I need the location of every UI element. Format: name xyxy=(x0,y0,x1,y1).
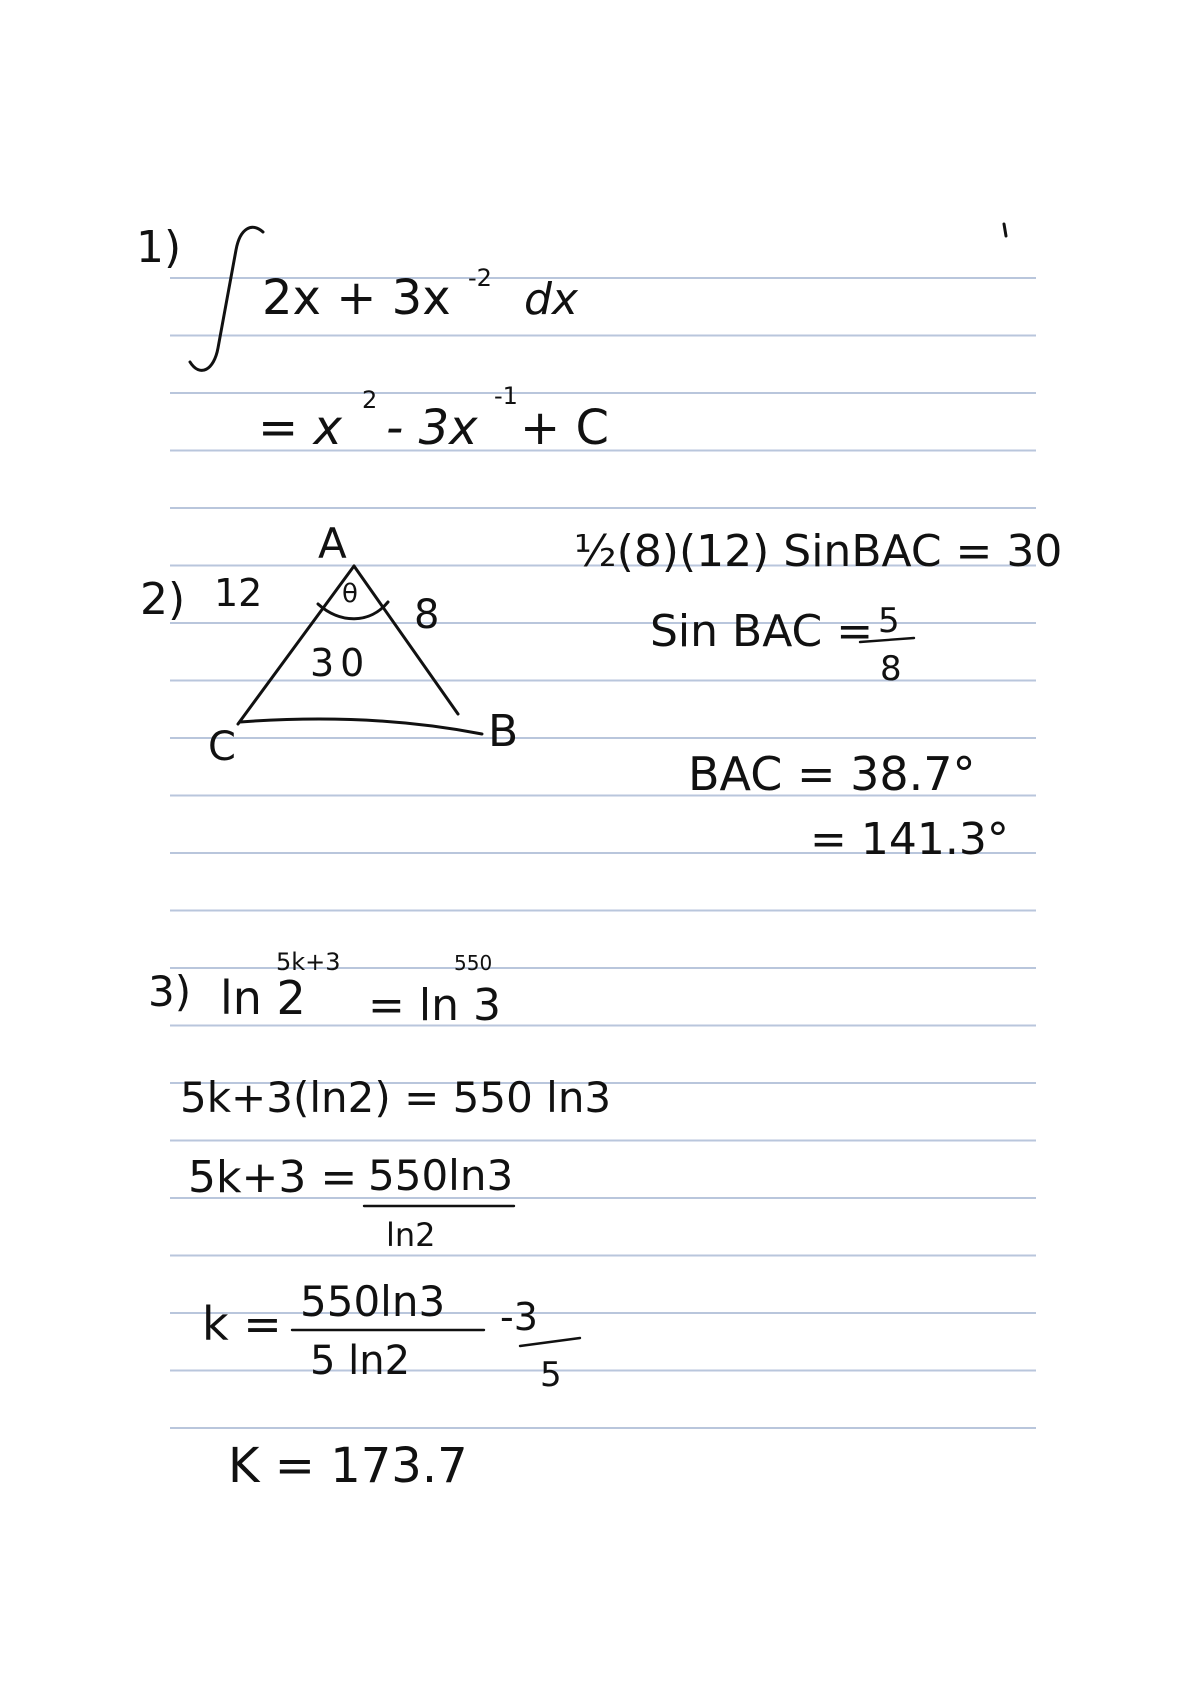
triangle-side-ab xyxy=(354,566,458,714)
problem-3-line2: 5k+3(ln2) = 550 ln3 xyxy=(180,1073,612,1122)
vertex-a-label: A xyxy=(318,519,347,568)
problem-1-result-lhs: = x xyxy=(258,400,342,456)
vertex-b-label: B xyxy=(488,706,519,757)
problem-3-line5: K = 173.7 xyxy=(228,1438,468,1494)
problem-3-line1-lhs: ln 2 xyxy=(220,971,306,1025)
problem-1-result-mid: - 3x xyxy=(386,400,478,456)
problem-3-line4-denominator: 5 ln2 xyxy=(310,1338,411,1384)
angle-theta-label: θ xyxy=(342,579,358,609)
problem-2-eq1: ½(8)(12) SinBAC = 30 xyxy=(574,526,1063,577)
problem-2 xyxy=(140,519,1062,865)
problem-2-eq2-numerator: 5 xyxy=(878,601,900,641)
side-ab-label: 8 xyxy=(414,592,440,638)
problem-2-eq2-denominator: 8 xyxy=(880,649,902,689)
area-label: 30 xyxy=(310,641,371,685)
problem-3 xyxy=(148,948,611,1494)
stray-mark xyxy=(1004,224,1006,236)
problem-3-line4-lhs: k = xyxy=(202,1297,282,1351)
integral-sign-icon xyxy=(190,227,263,370)
problem-2-eq3: BAC = 38.7° xyxy=(688,747,976,801)
problem-1-number: 1) xyxy=(136,222,182,273)
problem-3-line3-numerator: 550ln3 xyxy=(368,1151,514,1200)
side-ac-label: 12 xyxy=(214,571,263,615)
problem-3-line1-lhs-exponent: 5k+3 xyxy=(276,948,341,976)
problem-2-eq2-lhs: Sin BAC = xyxy=(650,606,874,657)
problem-3-line4-tail-numerator: -3 xyxy=(500,1295,538,1339)
problem-3-line3-lhs: 5k+3 = xyxy=(188,1152,358,1203)
problem-3-line4-numerator: 550ln3 xyxy=(300,1277,446,1326)
problem-1 xyxy=(136,222,609,456)
problem-1-integrand: 2x + 3x xyxy=(262,270,451,326)
problem-2-number: 2) xyxy=(140,574,186,625)
problem-3-line1-rhs: = ln 3 xyxy=(368,980,501,1031)
problem-3-number: 3) xyxy=(148,967,192,1016)
problem-2-eq4: = 141.3° xyxy=(810,814,1009,865)
vertex-c-label: C xyxy=(208,724,236,770)
problem-1-result-exp2: -1 xyxy=(494,382,518,410)
problem-3-line4-tail-fraction-bar xyxy=(520,1338,580,1346)
problem-1-integrand-exponent: -2 xyxy=(468,264,492,292)
problem-1-differential: dx xyxy=(524,274,578,325)
problem-1-result-tail: + C xyxy=(520,400,609,456)
problem-3-line4-tail-denominator: 5 xyxy=(540,1355,562,1395)
problem-1-result-exp1: 2 xyxy=(362,386,378,414)
problem-3-line3-denominator: ln2 xyxy=(386,1216,436,1254)
problem-3-line1-rhs-exponent: 550 xyxy=(454,951,493,975)
triangle-side-cb xyxy=(240,719,482,734)
